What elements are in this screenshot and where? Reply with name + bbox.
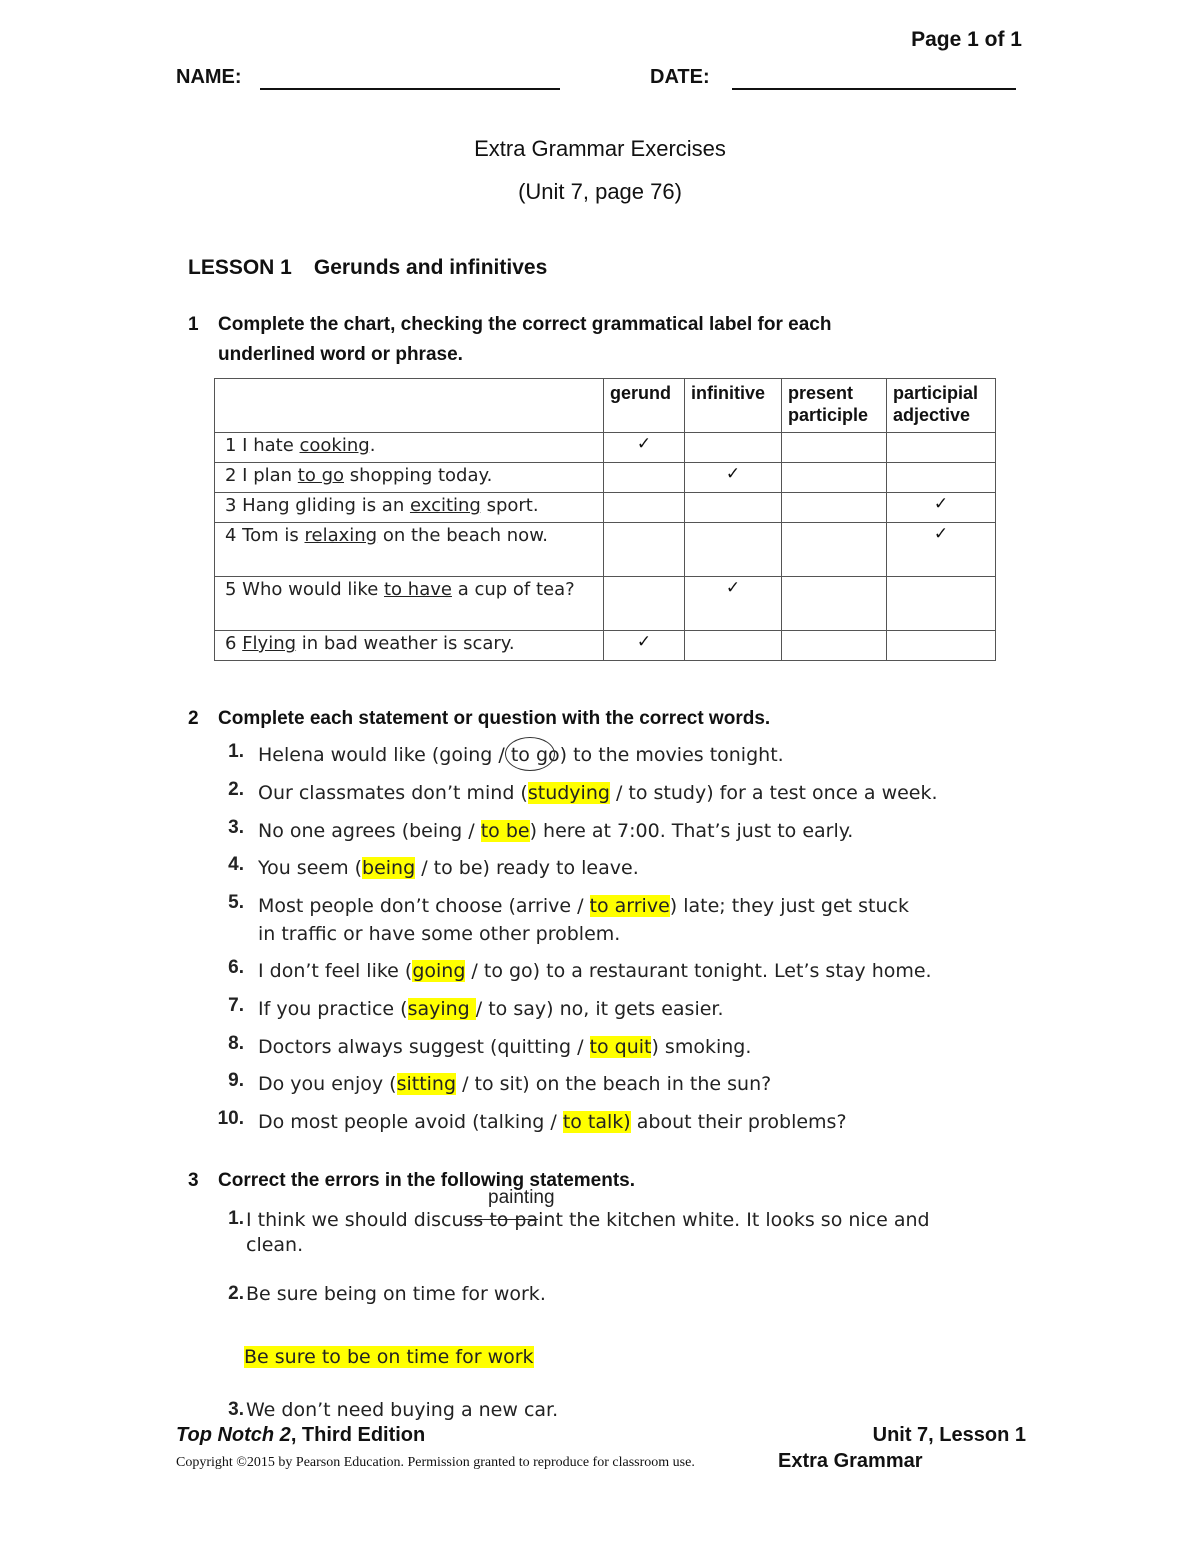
ex3-item-2-number: 2. [228, 1283, 244, 1304]
ex2-item [214, 741, 1054, 769]
chart-row [215, 493, 996, 523]
check-mark-icon: ✓ [636, 632, 652, 651]
chart-header-present-participle: present participle [782, 379, 887, 433]
date-label: DATE: [650, 66, 710, 88]
ex3-item-1-line2: clean. [246, 1234, 304, 1256]
ex2-item-text: / to say) no, it gets easier. [475, 998, 724, 1020]
footer-book [176, 1424, 425, 1447]
ex3-item-3 [214, 1399, 1054, 1421]
chart-cell-participial-adjective [887, 577, 996, 631]
ex2-item-text: ) smoking. [651, 1036, 752, 1058]
ex3-instruction-text: Correct the errors in the following statements. [218, 1170, 636, 1191]
chart-row-sentence [215, 463, 604, 493]
chart-row-sentence [215, 523, 604, 577]
chart-cell-infinitive [685, 493, 782, 523]
ex3-item-1-number: 1. [228, 1208, 244, 1229]
chart-cell-present-participle [782, 433, 887, 463]
chart-cell-participial-adjective [887, 463, 996, 493]
footer-copyright: Copyright ©2015 by Pearson Education. Permission granted to reproduce for classroom use. [176, 1455, 695, 1470]
underlined-phrase: relaxing [304, 525, 378, 546]
ex3-item-2-text: Be sure being on time for work. [246, 1283, 546, 1305]
ex2-item-number: 4. [228, 854, 244, 875]
footer-book-title: Top Notch 2 [176, 1424, 291, 1446]
chart-cell-present-participle [782, 577, 887, 631]
chart-cell-gerund [604, 433, 685, 463]
date-line [732, 88, 1016, 90]
ex2-item-text: Doctors always suggest (quitting / [258, 1036, 590, 1058]
chart-row-sentence [215, 631, 604, 661]
chart-cell-present-participle [782, 493, 887, 523]
sentence-text: 5 Who would like [225, 579, 384, 600]
ex2-item [214, 995, 1054, 1023]
lesson-heading [188, 256, 547, 280]
chart-row [215, 577, 996, 631]
ex2-item [214, 892, 1054, 948]
ex3-correction-word: painting [488, 1187, 555, 1208]
chart-cell-participial-adjective [887, 493, 996, 523]
ex2-item-number: 8. [228, 1033, 244, 1054]
sentence-text: 6 [225, 633, 243, 654]
chart-cell-infinitive [685, 523, 782, 577]
ex3-item-1-text-a: I think we should discu [246, 1209, 464, 1231]
chart-cell-participial-adjective [887, 523, 996, 577]
sentence-text: shopping today. [344, 465, 493, 486]
sentence-text: a cup of tea? [451, 579, 575, 600]
ex3-instruction [188, 1166, 1048, 1196]
chart-cell-gerund [604, 463, 685, 493]
ex2-item [214, 957, 1054, 985]
sentence-text: 3 Hang gliding is an [225, 495, 410, 516]
name-line [260, 88, 560, 90]
ex2-number: 2 [188, 708, 199, 729]
chart-cell-gerund [604, 577, 685, 631]
check-mark-icon: ✓ [933, 524, 949, 543]
chart-cell-gerund [604, 523, 685, 577]
ex1-instruction [188, 310, 1008, 370]
ex2-item-number: 1. [228, 741, 244, 762]
ex2-item [214, 779, 1054, 807]
ex2-item-text: / to be) ready to leave. [415, 857, 639, 879]
chart-cell-gerund [604, 631, 685, 661]
chart-cell-infinitive [685, 631, 782, 661]
ex2-item-text: Helena would like (going / to go) to the movies tonight. [258, 744, 784, 766]
sentence-text: 4 Tom is [225, 525, 305, 546]
chart-header-infinitive: infinitive [685, 379, 782, 433]
chart-cell-participial-adjective [887, 631, 996, 661]
ex2-item-text: No one agrees (being / [258, 820, 481, 842]
chart-cell-infinitive [685, 463, 782, 493]
ex2-item [214, 817, 1054, 845]
sentence-text: on the beach now. [377, 525, 548, 546]
check-mark-icon: ✓ [725, 578, 741, 597]
ex2-item-number: 6. [228, 957, 244, 978]
ex2-item-text: ) here at 7:00. That’s just to early. [529, 820, 854, 842]
ex2-highlighted-answer: to talk) [562, 1111, 631, 1133]
ex2-item-number: 5. [228, 892, 244, 913]
ex2-highlighted-answer: to be [480, 820, 530, 842]
lesson-label: LESSON 1 [188, 256, 292, 279]
ex2-item-text: about their problems? [630, 1111, 847, 1133]
underlined-phrase: to have [384, 579, 452, 600]
underlined-phrase: cooking [299, 435, 370, 456]
chart-cell-present-participle [782, 463, 887, 493]
chart-row [215, 523, 996, 577]
chart-row [215, 433, 996, 463]
ex3-item-3-number: 3. [228, 1399, 244, 1420]
lesson-title: Gerunds and infinitives [313, 256, 548, 279]
check-mark-icon: ✓ [725, 464, 741, 483]
ex3-item-3-text: We don’t need buying a new car. [246, 1399, 559, 1421]
ex2-item-text: Do most people avoid (talking / [258, 1111, 563, 1133]
ex2-item-number: 10. [217, 1108, 244, 1129]
chart-row [215, 631, 996, 661]
page-subtitle: (Unit 7, page 76) [518, 179, 682, 204]
chart-cell-present-participle [782, 631, 887, 661]
ex2-item-text: Our classmates don’t mind ( [258, 782, 528, 804]
ex3-item-1-text-b: int the kitchen white. It looks so nice and [538, 1209, 930, 1231]
ex3-item-1 [214, 1208, 1054, 1258]
chart-cell-participial-adjective [887, 433, 996, 463]
ex3-answer-2-text: Be sure to be on time for work [244, 1346, 534, 1368]
ex2-item-number: 9. [228, 1070, 244, 1091]
ex2-item-number: 7. [228, 995, 244, 1016]
underlined-phrase: to go [297, 465, 345, 486]
sentence-text: . [369, 435, 376, 456]
ex2-instruction-text: Complete each statement or question with the correct words. [218, 708, 771, 729]
ex2-item [214, 1070, 1054, 1098]
chart-cell-infinitive [685, 433, 782, 463]
ex1-instruction-line1: Complete the chart, checking the correct grammatical label for each [218, 314, 832, 335]
ex3-item-2 [214, 1283, 1054, 1305]
chart-cell-present-participle [782, 523, 887, 577]
ex2-item-text: / to study) for a test once a week. [609, 782, 938, 804]
sentence-text: 1 I hate [225, 435, 300, 456]
ex2-instruction [188, 704, 1048, 734]
ex2-item-text: / to go) to a restaurant tonight. Let’s stay home. [465, 960, 932, 982]
sentence-text: 2 I plan [225, 465, 298, 486]
check-mark-icon: ✓ [636, 434, 652, 453]
ex2-highlighted-answer: sitting [396, 1073, 457, 1095]
ex2-highlighted-answer: studying [527, 782, 610, 804]
ex2-item-number: 3. [228, 817, 244, 838]
hand-drawn-circle [505, 737, 555, 771]
page-number: Page 1 of 1 [911, 28, 1022, 51]
underlined-phrase: exciting [409, 495, 481, 516]
sentence-text: in bad weather is scary. [296, 633, 515, 654]
chart-row [215, 463, 996, 493]
ex2-item-text: If you practice ( [258, 998, 408, 1020]
grammar-chart [214, 378, 996, 661]
ex3-answer-2 [244, 1346, 534, 1368]
ex2-item-line2: in traffic or have some other problem. [258, 923, 621, 945]
ex2-highlighted-answer: being [362, 857, 416, 879]
footer-extra-grammar: Extra Grammar [778, 1450, 923, 1472]
ex2-highlighted-answer: going [412, 960, 466, 982]
sentence-text: sport. [480, 495, 539, 516]
ex2-item-text: Do you enjoy ( [258, 1073, 397, 1095]
chart-row-sentence [215, 577, 604, 631]
check-mark-icon: ✓ [933, 494, 949, 513]
chart-row-sentence [215, 433, 604, 463]
ex2-item [214, 854, 1054, 882]
chart-header-gerund: gerund [604, 379, 685, 433]
ex2-highlighted-answer: to quit [589, 1036, 652, 1058]
chart-header-participial-adjective: participial adjective [887, 379, 996, 433]
ex3-number: 3 [188, 1170, 199, 1191]
chart-cell-gerund [604, 493, 685, 523]
underlined-phrase: Flying [242, 633, 297, 654]
name-label: NAME: [176, 66, 242, 88]
chart-header-blank [215, 379, 604, 433]
ex2-item [214, 1108, 1054, 1136]
ex2-highlighted-answer: saying [407, 998, 476, 1020]
ex2-item-text: Most people don’t choose (arrive / [258, 895, 590, 917]
ex2-item-text: You seem ( [258, 857, 363, 879]
ex2-item-text: I don’t feel like ( [258, 960, 413, 982]
chart-row-sentence [215, 493, 604, 523]
ex2-item [214, 1033, 1054, 1061]
ex2-highlighted-answer: to arrive [589, 895, 670, 917]
chart-body [215, 433, 996, 661]
footer-edition: , Third Edition [290, 1424, 426, 1446]
page-title: Extra Grammar Exercises [474, 136, 726, 161]
ex1-number: 1 [188, 314, 199, 335]
ex2-item-text: / to sit) on the beach in the sun? [456, 1073, 772, 1095]
chart-cell-infinitive [685, 577, 782, 631]
ex2-item-text: ) late; they just get stuck [669, 895, 909, 917]
footer-unit: Unit 7, Lesson 1 [872, 1424, 1026, 1446]
ex2-item-number: 2. [228, 779, 244, 800]
ex1-instruction-line2: underlined word or phrase. [218, 344, 463, 365]
ex3-item-1-strikethrough: ss to pa [463, 1209, 539, 1231]
